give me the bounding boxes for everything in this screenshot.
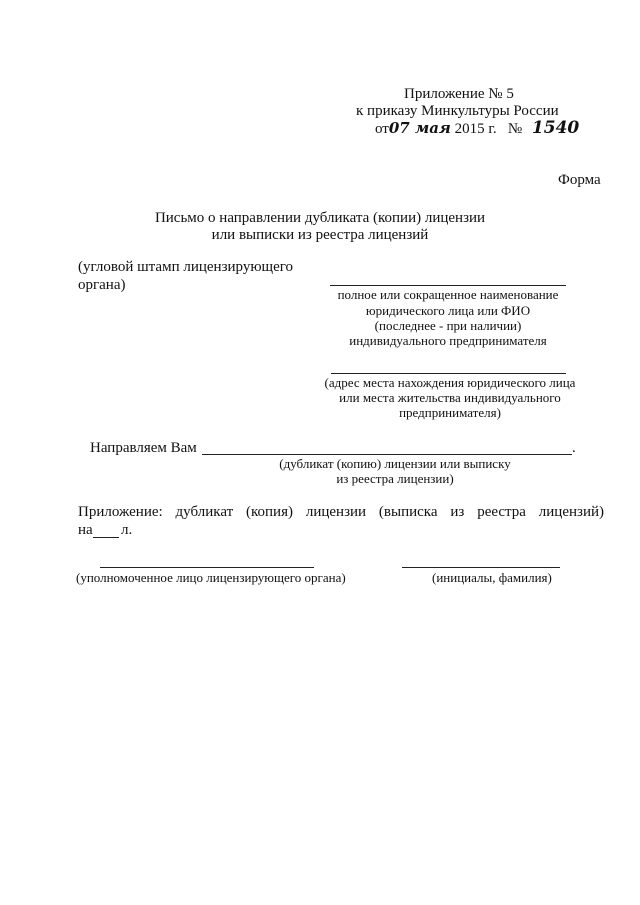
send-caption-2: из реестра лицензии) bbox=[336, 471, 454, 486]
order-reference: к приказу Минкультуры России bbox=[356, 103, 559, 119]
send-caption-1: (дубликат (копию) лицензии или выписку bbox=[279, 456, 511, 471]
form-label: Форма bbox=[558, 172, 601, 188]
send-content-line bbox=[202, 454, 572, 455]
attachment-word: дубликат bbox=[175, 504, 234, 520]
attachment-word: реестра bbox=[477, 504, 526, 520]
stamp-line-2: органа) bbox=[78, 277, 126, 293]
handwritten-date: 07 мая bbox=[388, 119, 451, 137]
attachment-word: Приложение: bbox=[78, 504, 163, 520]
number-label: № bbox=[507, 121, 523, 137]
recipient-caption-1: полное или сокращенное наименование bbox=[337, 287, 559, 302]
attachment-word: из bbox=[450, 504, 465, 520]
name-caption: (инициалы, фамилия) bbox=[432, 570, 552, 585]
name-signature-line bbox=[402, 567, 560, 568]
attachment-pages-suffix: л. bbox=[121, 522, 133, 538]
attachment-pages-line bbox=[93, 537, 119, 538]
recipient-caption-4: индивидуального предпринимателя bbox=[349, 333, 547, 348]
attachment-word: лицензии bbox=[305, 504, 367, 520]
address-caption-1: (адрес места нахождения юридического лица bbox=[324, 375, 576, 390]
recipient-caption-2: юридического лица или ФИО bbox=[365, 303, 531, 318]
attachment-word: лицензий) bbox=[538, 504, 604, 520]
order-year: 2015 г. bbox=[454, 121, 497, 137]
attachment-line-1 bbox=[78, 504, 604, 521]
date-prefix: от bbox=[375, 121, 389, 137]
title-line-2: или выписки из реестра лицензий bbox=[211, 227, 429, 243]
official-caption: (уполномоченное лицо лицензирующего органа) bbox=[76, 570, 346, 585]
address-line bbox=[331, 373, 566, 374]
recipient-name-line bbox=[330, 285, 566, 286]
attachment-word: (выписка bbox=[378, 504, 438, 520]
appendix-number: Приложение № 5 bbox=[404, 86, 514, 102]
attachment-pages-prefix: на bbox=[78, 522, 93, 538]
send-end-dot: . bbox=[572, 440, 576, 456]
recipient-caption-3: (последнее - при наличии) bbox=[374, 318, 522, 333]
attachment-word: (копия) bbox=[246, 504, 293, 520]
order-date-line bbox=[375, 120, 579, 138]
handwritten-number: 1540 bbox=[531, 118, 580, 138]
send-label: Направляем Вам bbox=[90, 440, 197, 456]
address-caption-3: предпринимателя) bbox=[399, 405, 501, 420]
title-line-1: Письмо о направлении дубликата (копии) лицензии bbox=[154, 210, 486, 226]
address-caption-2: или места жительства индивидуального bbox=[339, 390, 561, 405]
official-signature-line bbox=[100, 567, 314, 568]
stamp-line-1: (угловой штамп лицензирующего bbox=[78, 259, 294, 275]
